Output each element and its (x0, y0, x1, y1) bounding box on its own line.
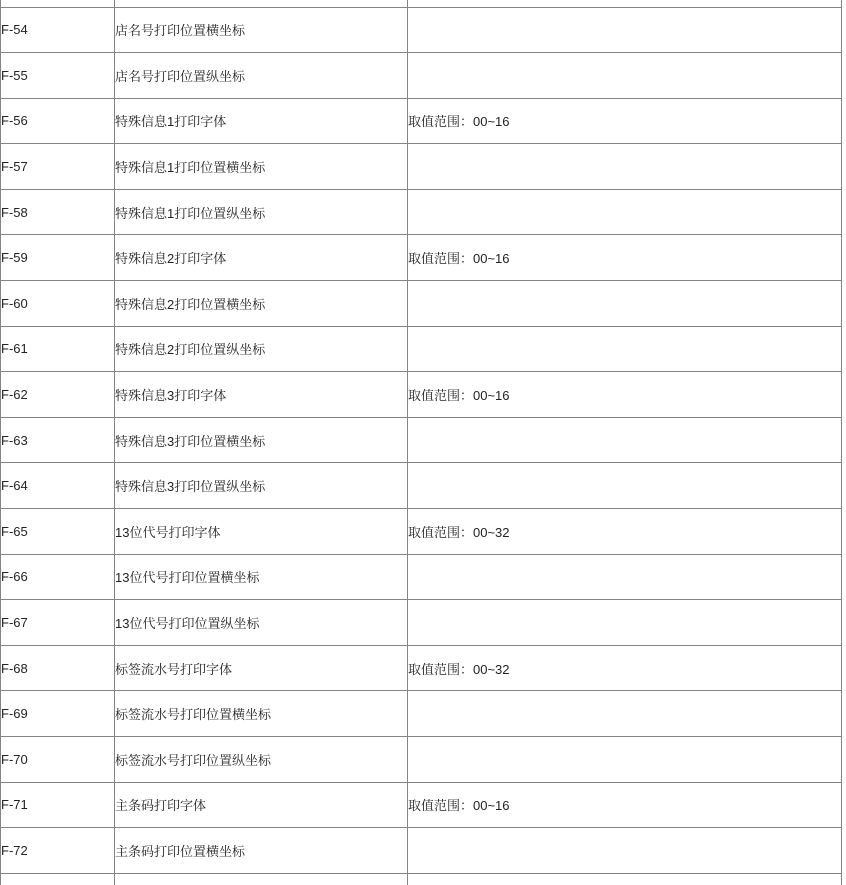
param-desc-cell: 店名号打印位置横坐标 (115, 7, 408, 53)
table-row (1, 53, 842, 99)
param-range-cell (408, 600, 842, 646)
table-row (1, 372, 842, 418)
table-row (1, 189, 842, 235)
param-range-cell (408, 691, 842, 737)
param-range-cell (408, 189, 842, 235)
param-desc-cell: 店名号打印位置纵坐标 (115, 53, 408, 99)
param-desc-cell: 标签流水号打印位置纵坐标 (115, 737, 408, 783)
param-code-cell: F-61 (1, 326, 115, 372)
empty-cell (115, 0, 408, 7)
param-code-cell: F-72 (1, 828, 115, 874)
partial-row-top (1, 0, 842, 7)
param-desc-cell: 特殊信息1打印位置纵坐标 (115, 189, 408, 235)
param-desc-cell: 特殊信息3打印字体 (115, 372, 408, 418)
param-range-cell: 取值范围：00~16 (408, 235, 842, 281)
param-desc-cell: 特殊信息2打印字体 (115, 235, 408, 281)
param-range-cell: 取值范围：00~16 (408, 372, 842, 418)
param-code-cell: F-63 (1, 417, 115, 463)
param-desc-cell: 标签流水号打印位置横坐标 (115, 691, 408, 737)
param-range-cell (408, 326, 842, 372)
param-range-cell (408, 737, 842, 783)
partial-row-bottom (1, 873, 842, 885)
param-range-cell (408, 554, 842, 600)
param-range-cell (408, 144, 842, 190)
param-range-cell (408, 463, 842, 509)
param-desc-cell: 13位代号打印位置纵坐标 (115, 600, 408, 646)
param-desc-cell: 13位代号打印字体 (115, 509, 408, 555)
param-code-cell: F-58 (1, 189, 115, 235)
param-code-cell: F-57 (1, 144, 115, 190)
param-range-cell: 取值范围：00~16 (408, 782, 842, 828)
param-desc-cell: 特殊信息2打印位置横坐标 (115, 281, 408, 327)
param-code-cell: F-59 (1, 235, 115, 281)
table-row (1, 98, 842, 144)
empty-cell (115, 873, 408, 885)
table-row (1, 463, 842, 509)
table-row (1, 645, 842, 691)
param-desc-cell: 标签流水号打印字体 (115, 645, 408, 691)
param-code-cell: F-66 (1, 554, 115, 600)
param-desc-cell: 主条码打印字体 (115, 782, 408, 828)
param-range-cell: 取值范围：00~16 (408, 98, 842, 144)
param-code-cell: F-60 (1, 281, 115, 327)
table-row (1, 600, 842, 646)
table-row (1, 554, 842, 600)
empty-cell (1, 0, 115, 7)
param-code-cell: F-64 (1, 463, 115, 509)
param-desc-cell: 特殊信息3打印位置横坐标 (115, 417, 408, 463)
param-code-cell: F-54 (1, 7, 115, 53)
param-code-cell: F-56 (1, 98, 115, 144)
param-range-cell: 取值范围：00~32 (408, 645, 842, 691)
table-row (1, 737, 842, 783)
param-code-cell: F-68 (1, 645, 115, 691)
table-row (1, 144, 842, 190)
param-code-cell: F-67 (1, 600, 115, 646)
param-desc-cell: 特殊信息1打印位置横坐标 (115, 144, 408, 190)
empty-cell (408, 873, 842, 885)
param-desc-cell: 主条码打印位置横坐标 (115, 828, 408, 874)
param-desc-cell: 特殊信息2打印位置纵坐标 (115, 326, 408, 372)
table-row (1, 281, 842, 327)
param-desc-cell: 13位代号打印位置横坐标 (115, 554, 408, 600)
param-desc-cell: 特殊信息3打印位置纵坐标 (115, 463, 408, 509)
empty-cell (1, 873, 115, 885)
table-row (1, 417, 842, 463)
param-range-cell (408, 417, 842, 463)
param-code-cell: F-62 (1, 372, 115, 418)
param-code-cell: F-70 (1, 737, 115, 783)
table-row (1, 509, 842, 555)
param-code-cell: F-55 (1, 53, 115, 99)
table-row (1, 782, 842, 828)
table-row (1, 326, 842, 372)
param-desc-cell: 特殊信息1打印字体 (115, 98, 408, 144)
param-range-cell (408, 53, 842, 99)
table-row (1, 691, 842, 737)
param-range-cell (408, 828, 842, 874)
param-code-cell: F-65 (1, 509, 115, 555)
param-code-cell: F-69 (1, 691, 115, 737)
table-row (1, 828, 842, 874)
param-range-cell: 取值范围：00~32 (408, 509, 842, 555)
table-row (1, 235, 842, 281)
table-row (1, 7, 842, 53)
param-code-cell: F-71 (1, 782, 115, 828)
param-range-cell (408, 7, 842, 53)
empty-cell (408, 0, 842, 7)
param-range-cell (408, 281, 842, 327)
